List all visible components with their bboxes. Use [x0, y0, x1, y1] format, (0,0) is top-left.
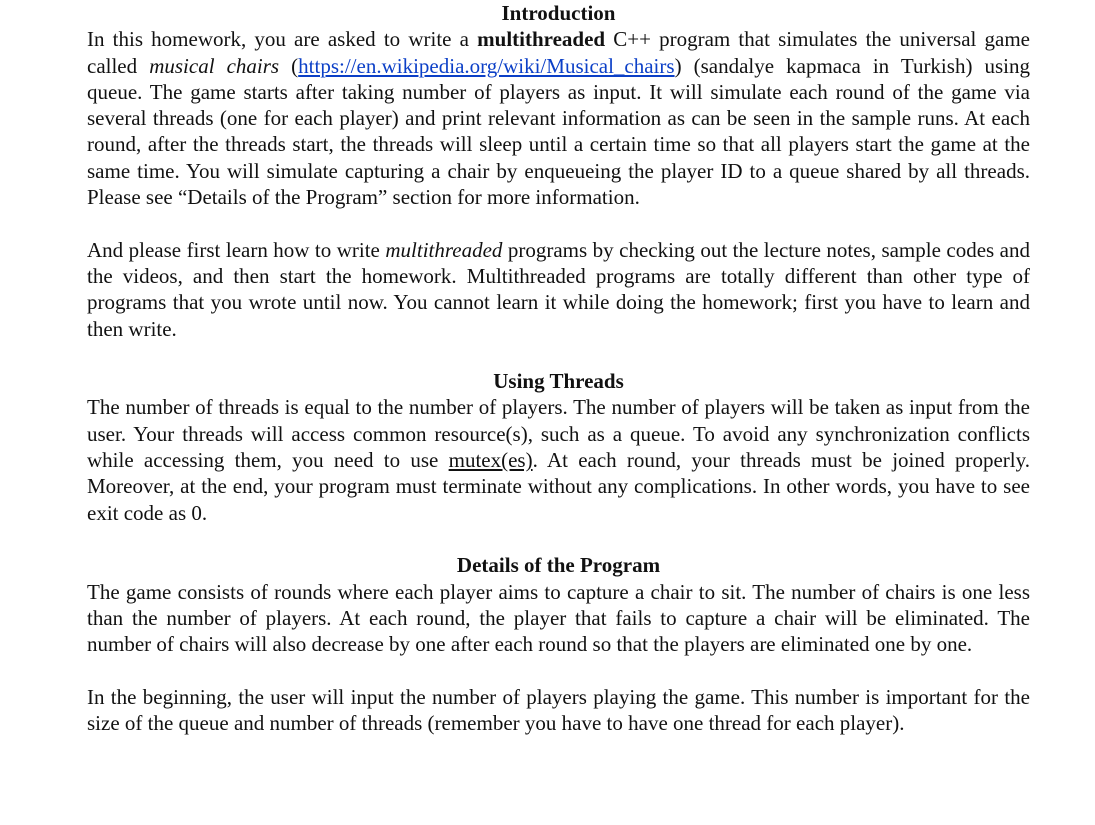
- paragraph-spacer: [87, 526, 1030, 552]
- multithreaded-bold: multithreaded: [477, 27, 606, 52]
- paragraph-spacer: [87, 210, 1030, 236]
- intro-p1-text-4: ) (sandalye kapmaca in Turkish) using queue. The game starts after taking number of players as input. It will simulate each round of the game via several threads (one for each player) and print relevant information as can be seen in the sample runs. At each round, after the threads start, the threads will sleep until a certain time so that all players start the game at the same time. You will simulate capturing a chair by enqueueing the player ID to a queue shared by all threads. Please see “Details of the Program” section for more information.: [87, 53, 1031, 210]
- introduction-paragraph-2: [87, 237, 1030, 342]
- threads-p1-text-1: The number of threads is equal to the number of players. The number of players will be taken as input from the user. Your threads will access common resource(s), such as a queue. To avoid any synchronization conflicts while accessing them, you need to use: [87, 395, 1030, 473]
- using-threads-heading: Using Threads: [493, 369, 624, 394]
- musical-chairs-italic: musical chairs: [149, 53, 280, 78]
- using-threads-paragraph: [87, 394, 1030, 525]
- details-paragraph-1: The game consists of rounds where each player aims to capture a chair to sit. The number of chairs is one less than the number of players. At each round, the player that fails to capture a chair will be eliminated. The number of chairs will also decrease by one after each round so that the players are eliminated one by one.: [87, 579, 1030, 657]
- intro-p2-text-1: And please first learn how to write: [87, 237, 386, 262]
- paragraph-spacer: [87, 657, 1030, 683]
- paragraph-spacer: [87, 342, 1030, 368]
- details-paragraph-2: In the beginning, the user will input the number of players playing the game. This number is important for the size of the queue and number of threads (remember you have to have one thread for each player).: [87, 684, 1030, 736]
- threads-p1-text-2: . At each round, your threads must be joined properly. Moreover, at the end, your program must terminate without any complications. In other words, you have to see exit code as 0.: [87, 448, 1030, 525]
- intro-p1-text-2: C++ program that simulates the universal game called: [87, 27, 1030, 78]
- intro-p1-text-3: (: [279, 53, 299, 78]
- wikipedia-link[interactable]: https://en.wikipedia.org/wiki/Musical_chairs: [298, 53, 675, 78]
- multithreaded-italic: multithreaded: [385, 237, 503, 262]
- details-heading: Details of the Program: [456, 553, 661, 578]
- mutex-underlined: mutex(es): [448, 448, 533, 473]
- intro-p1-text-1: In this homework, you are asked to write a: [87, 27, 478, 52]
- introduction-heading: Introduction: [501, 1, 616, 25]
- document-page: [87, 0, 1030, 736]
- introduction-paragraph-1: [87, 26, 1030, 210]
- intro-p2-text-2: programs by checking out the lecture notes, sample codes and the videos, and then start the homework. Multithreaded programs are totally different than other type of programs that you wrote until now. You cannot learn it while doing the homework; first you have to learn and then write.: [87, 237, 1030, 341]
